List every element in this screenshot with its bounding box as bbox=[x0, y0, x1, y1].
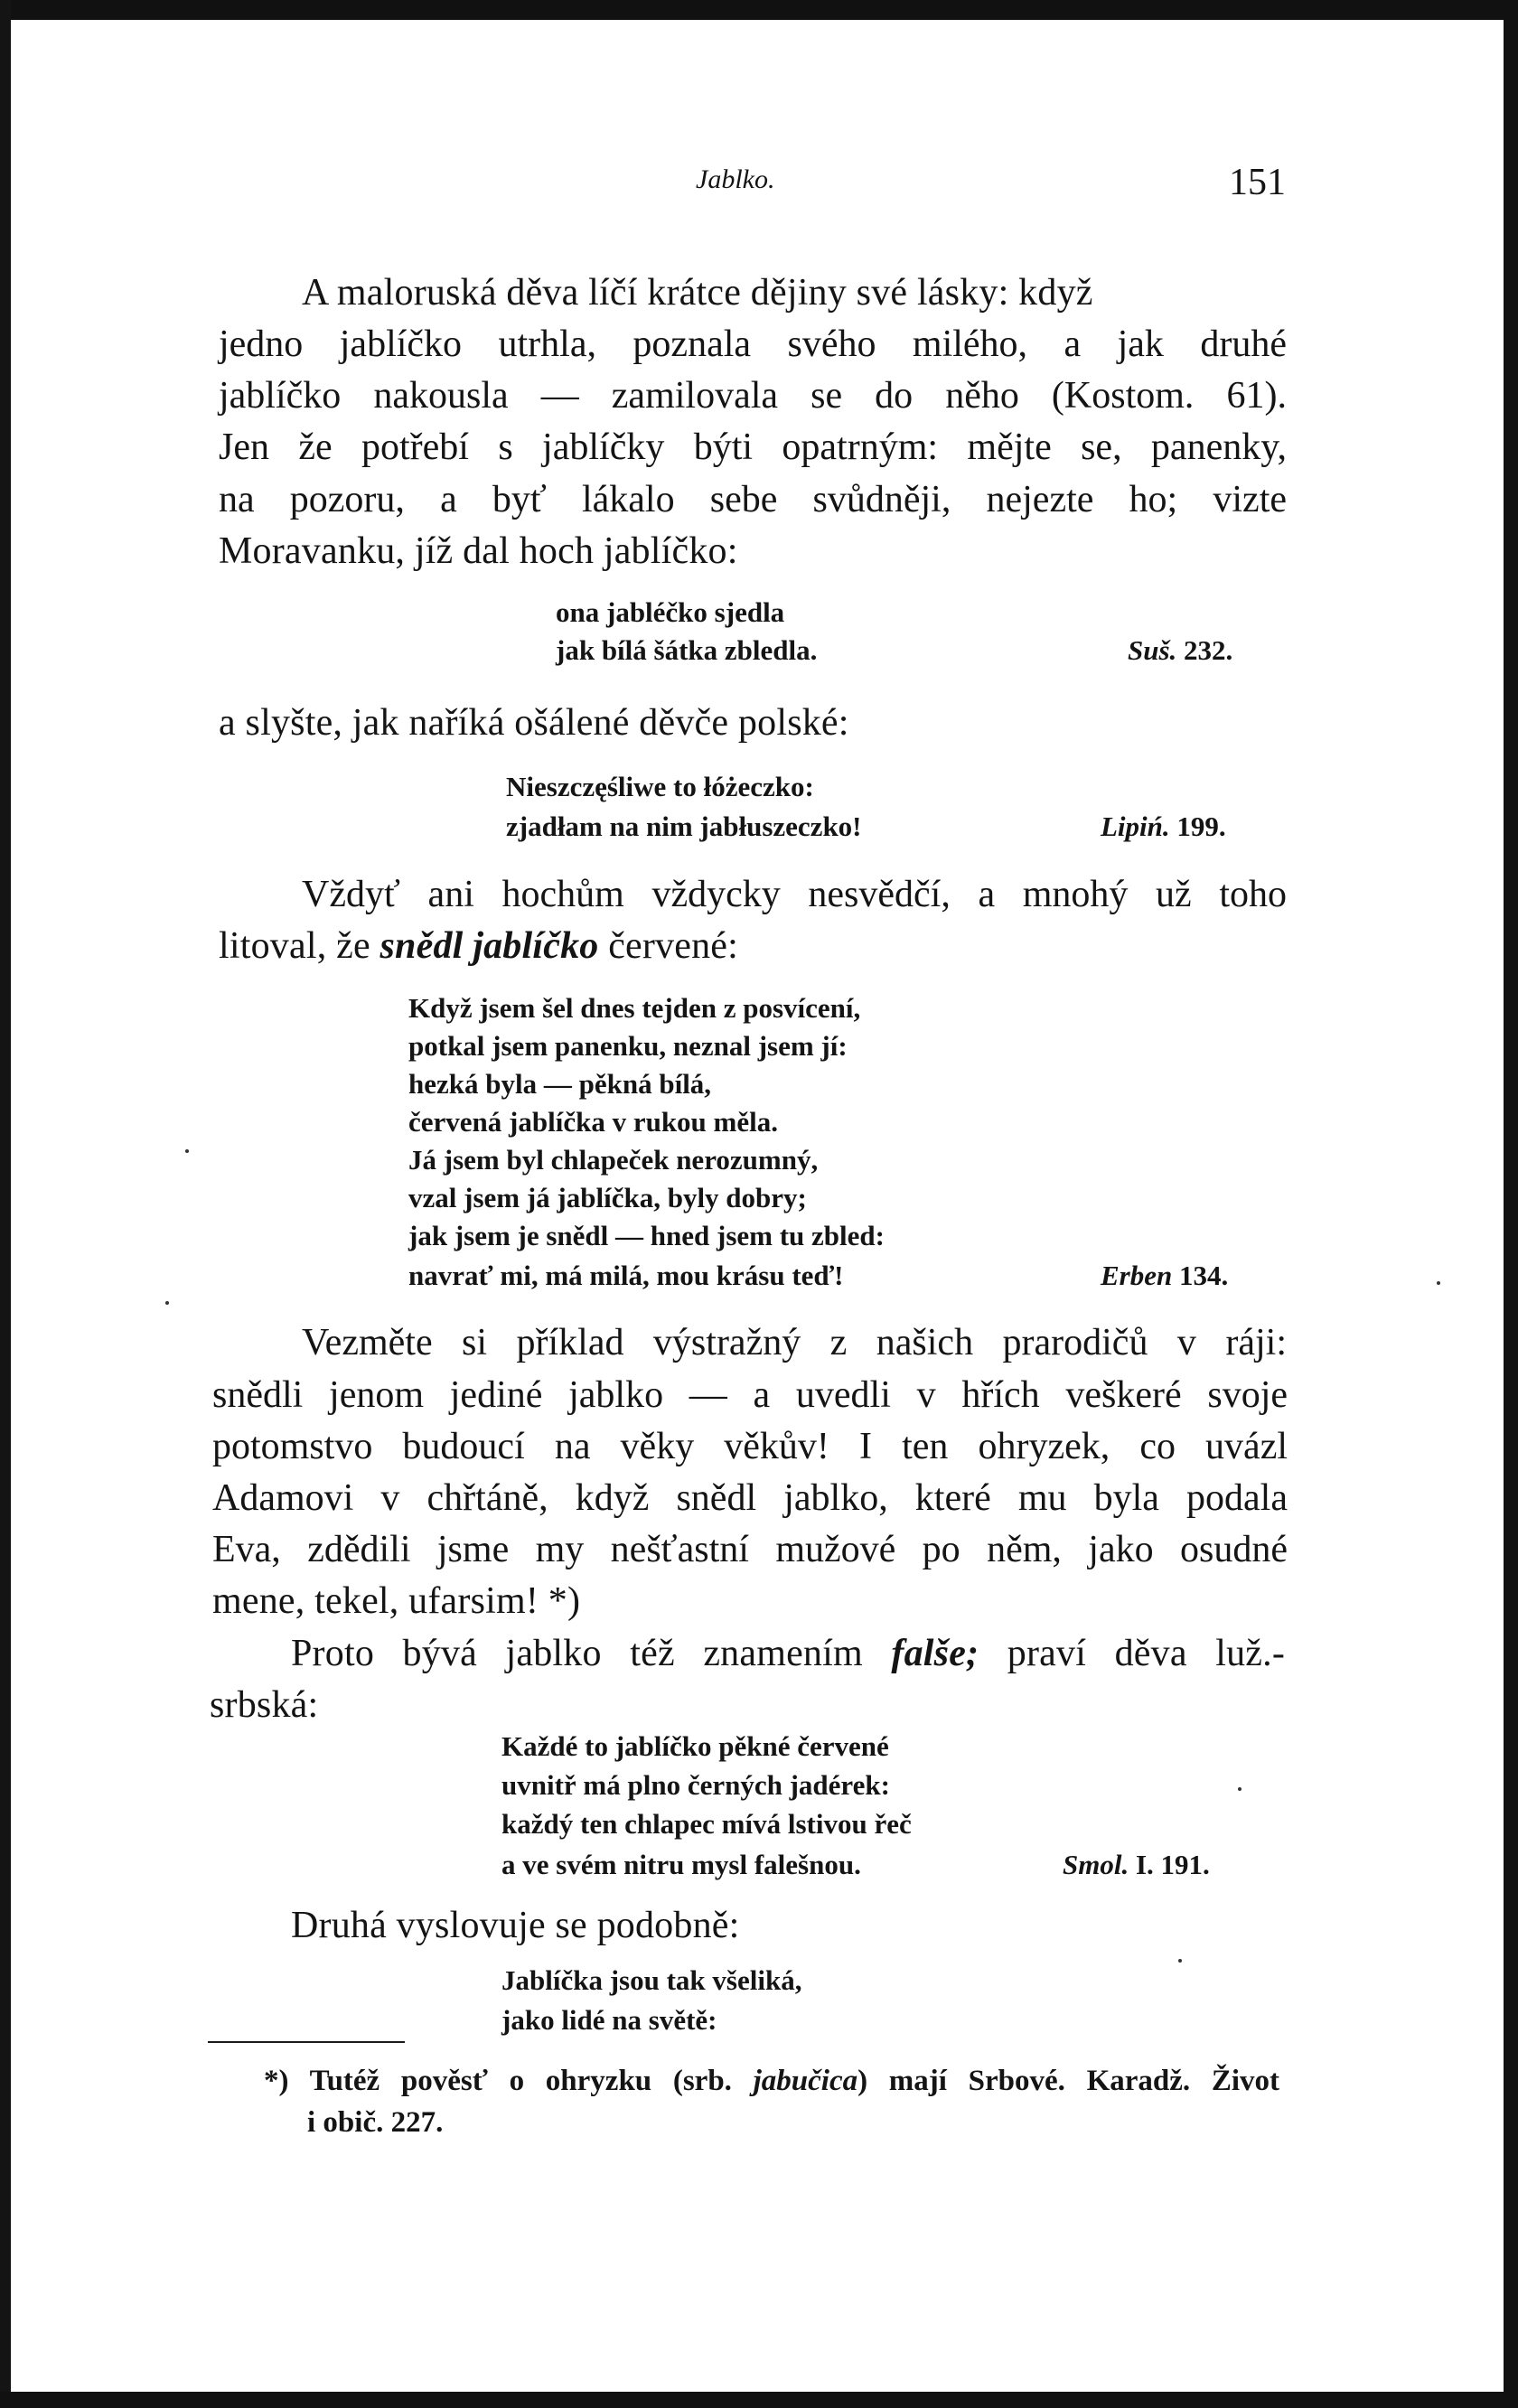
verse2-line: zjadłam na nim jabłuszeczko! bbox=[506, 810, 862, 842]
verse3-source bbox=[1101, 1260, 1228, 1292]
verse2-line: Nieszczęśliwe to łóżeczko: bbox=[506, 771, 814, 802]
second-intro-line: Druhá vyslovuje se podobně: bbox=[291, 1905, 740, 1946]
verse3-line: potkal jsem panenku, neznal jsem jí: bbox=[408, 1030, 848, 1062]
paragraph4-line1 bbox=[291, 1632, 1285, 1675]
verse4-line: a ve svém nitru mysl falešnou. bbox=[501, 1849, 861, 1880]
paragraph3-line: snědli jenom jediné jablko — a uvedli v hřích veškeré svoje bbox=[212, 1374, 1288, 1416]
verse3-line: navrať mi, má milá, mou krásu teď! bbox=[408, 1260, 844, 1291]
verse3-line: červená jablíčka v rukou měla. bbox=[408, 1106, 778, 1138]
paragraph2-line2 bbox=[219, 924, 738, 968]
source-name: Erben bbox=[1101, 1260, 1173, 1291]
paragraph2-line: Vždyť ani hochům vždycky nesvědčí, a mnohý už toho bbox=[302, 874, 1287, 915]
source-name: Suš. bbox=[1128, 634, 1177, 666]
verse1-line: jak bílá šátka zbledla. bbox=[556, 634, 818, 666]
source-page: I. 191. bbox=[1135, 1849, 1210, 1880]
verse3-line: Když jsem šel dnes tejden z posvícení, bbox=[408, 992, 861, 1024]
verse5-line: Jablíčka jsou tak všeliká, bbox=[501, 1964, 802, 1996]
polish-intro-line: a slyšte, jak naříká ošálené děvče polské: bbox=[219, 702, 849, 744]
text-run: ) mají Srbové. Karadž. Život bbox=[857, 2065, 1280, 2097]
verse5-line: jako lidé na světě: bbox=[501, 2004, 717, 2036]
paragraph1-line: jedno jablíčko utrhla, poznala svého milého, a jak druhé bbox=[219, 323, 1287, 365]
scan-speck bbox=[1178, 1959, 1182, 1963]
italic-run: jabučica bbox=[753, 2065, 858, 2097]
paragraph4-line2: srbská: bbox=[210, 1684, 319, 1726]
paragraph3-line: Eva, zdědili jsme my nešťastní mužové po něm, jako osudné bbox=[212, 1529, 1288, 1570]
source-name: Smol. bbox=[1063, 1849, 1129, 1880]
text-run: litoval, že bbox=[219, 925, 370, 967]
running-title: Jablko. bbox=[696, 164, 775, 194]
source-name: Lipiń. bbox=[1101, 810, 1170, 842]
verse3-line: Já jsem byl chlapeček nerozumný, bbox=[408, 1144, 819, 1176]
paragraph1-line: Jen že potřebí s jablíčky býti opatrným: mějte se, panenky, bbox=[219, 426, 1287, 468]
paragraph1-line: jablíčko nakousla — zamilovala se do něho (Kostom. 61). bbox=[219, 375, 1287, 417]
scan-speck bbox=[165, 1301, 169, 1305]
footnote-line2: i obič. 227. bbox=[307, 2106, 444, 2139]
verse4-line: každý ten chlapec mívá lstivou řeč bbox=[501, 1808, 912, 1840]
page-number: 151 bbox=[1229, 162, 1286, 203]
paragraph3-line: Adamovi v chřtáně, když snědl jablko, které mu byla podala bbox=[212, 1477, 1288, 1519]
text-run: *) Tutéž pověsť o ohryzku (srb. bbox=[264, 2065, 732, 2097]
paragraph3-line: Vezměte si příklad výstražný z našich prarodičů v ráji: bbox=[302, 1322, 1287, 1363]
footnote-line1 bbox=[264, 2065, 1279, 2098]
italic-run: snědl jablíčko bbox=[380, 925, 599, 967]
source-page: 134. bbox=[1179, 1260, 1229, 1291]
scan-speck bbox=[185, 1149, 189, 1153]
paragraph3-line: potomstvo budoucí na věky věkův! I ten ohryzek, co uvázl bbox=[212, 1426, 1288, 1467]
text-run: červené: bbox=[608, 925, 739, 967]
verse2-source bbox=[1101, 810, 1226, 843]
footnote-rule bbox=[208, 2041, 405, 2043]
paragraph1-line: na pozoru, a byť lákalo sebe svůdněji, nejezte ho; vizte bbox=[219, 479, 1287, 520]
paragraph1-line: Moravanku, jíž dal hoch jablíčko: bbox=[219, 530, 738, 572]
text-run: praví děva luž.- bbox=[1007, 1633, 1286, 1674]
verse1-source bbox=[1128, 634, 1232, 667]
scan-speck bbox=[1437, 1281, 1440, 1285]
source-page: 232. bbox=[1184, 634, 1233, 666]
scan-speck bbox=[1238, 1787, 1242, 1791]
verse3-line: hezká byla — pěkná bílá, bbox=[408, 1068, 712, 1100]
paragraph1-line: A maloruská děva líčí krátce dějiny své lásky: když bbox=[302, 272, 1093, 314]
verse4-line: Každé to jablíčko pěkné červené bbox=[501, 1730, 889, 1762]
text-run: Proto bývá jablko též znamením bbox=[291, 1633, 863, 1674]
paragraph3-line: mene, tekel, ufarsim! *) bbox=[212, 1580, 581, 1622]
verse4-line: uvnitř má plno černých jadérek: bbox=[501, 1769, 890, 1801]
verse1-line: ona jabléčko sjedla bbox=[556, 596, 785, 628]
italic-run: falše; bbox=[891, 1633, 979, 1674]
verse4-source bbox=[1063, 1849, 1210, 1881]
verse3-line: vzal jsem já jablíčka, byly dobry; bbox=[408, 1182, 807, 1213]
verse3-line: jak jsem je snědl — hned jsem tu zbled: bbox=[408, 1220, 885, 1251]
source-page: 199. bbox=[1176, 810, 1226, 842]
